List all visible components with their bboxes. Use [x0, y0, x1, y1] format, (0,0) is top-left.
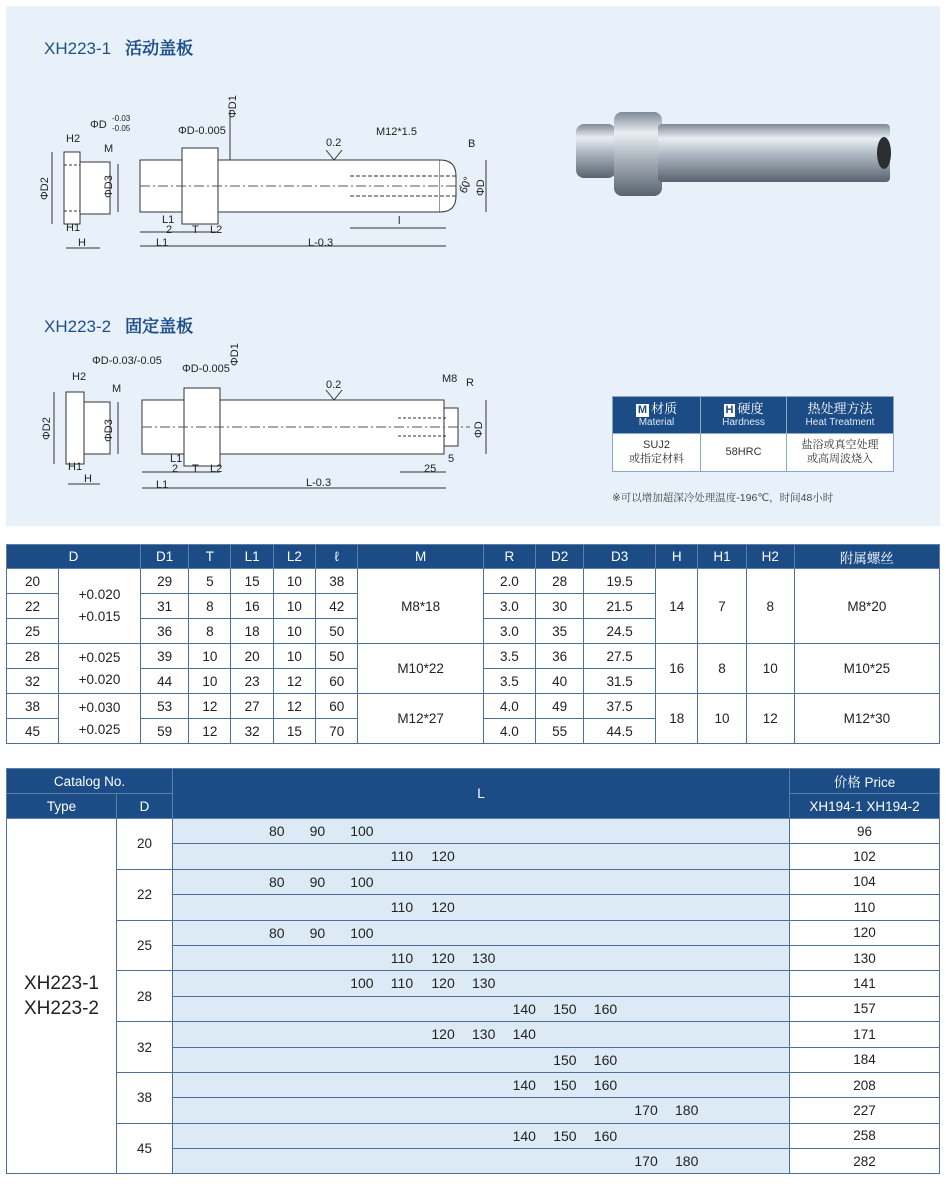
hardness-value: 58HRC — [701, 434, 787, 472]
l-values-cell — [173, 971, 790, 996]
d2-label-phid3: ΦD3 — [103, 419, 115, 442]
l-values-cell — [173, 996, 790, 1021]
l-values-cell — [173, 1047, 790, 1072]
d2-label-l2: L2 — [210, 463, 223, 475]
price-value: 104 — [790, 869, 940, 894]
d1-label-thread: M12*1.5 — [376, 126, 417, 138]
cell-l1: 15 — [231, 569, 273, 594]
d2-label-phid1: ΦD1 — [229, 343, 241, 366]
cell-l1: 18 — [231, 619, 273, 644]
cell-screw: M10*25 — [794, 644, 939, 694]
catalog-d: 38 — [117, 1072, 173, 1123]
l-values-cell — [173, 844, 790, 869]
catalog-row — [7, 1123, 940, 1148]
dimension-header-row — [7, 545, 940, 569]
d2-label-h2: H2 — [72, 371, 87, 383]
l-value: 120 — [431, 949, 455, 966]
cell-t: 12 — [189, 719, 231, 744]
cell-d: 28 — [7, 644, 59, 669]
l-values-cell — [173, 1072, 790, 1097]
l-values-cell — [173, 1149, 790, 1174]
l-values-cell — [173, 819, 790, 844]
l-value: 180 — [675, 1153, 699, 1170]
d1-label-h: H — [78, 237, 86, 249]
tolerance-value: +0.020 — [78, 671, 121, 687]
dim-col-header: D2 — [536, 545, 584, 569]
cell-l: 60 — [316, 669, 358, 694]
d2-label-phid-right: ΦD — [473, 421, 485, 438]
cell-t: 8 — [189, 619, 231, 644]
d1-label-b: B — [468, 138, 476, 150]
d1-label-h1: H1 — [66, 222, 81, 234]
price-value: 157 — [790, 996, 940, 1021]
d2-label-phid2: ΦD-0.005 — [182, 363, 230, 375]
catalog-d: 20 — [117, 819, 173, 870]
cell-d2: 49 — [536, 694, 584, 719]
catalog-row — [7, 971, 940, 996]
dim-col-header: H — [656, 545, 698, 569]
price-codes-header: XH194-1 XH194-2 — [790, 794, 940, 819]
d1-label-phid2: ΦD-0.005 — [178, 125, 226, 137]
cell-l: 42 — [316, 594, 358, 619]
d1-label-m: M — [104, 143, 114, 155]
cell-d3: 44.5 — [584, 719, 656, 744]
price-header: 价格 Price — [790, 769, 940, 794]
dim-col-header: R — [483, 545, 535, 569]
cell-t: 10 — [189, 644, 231, 669]
price-value: 96 — [790, 819, 940, 844]
cell-t: 5 — [189, 569, 231, 594]
cell-tolerance — [59, 644, 141, 694]
section-name-1: 活动盖板 — [125, 39, 194, 58]
catalog-row — [7, 819, 940, 844]
cell-d3: 24.5 — [584, 619, 656, 644]
tolerance-value: +0.025 — [78, 649, 121, 665]
l-value: 80 — [269, 924, 285, 941]
l-value: 110 — [390, 899, 414, 916]
l-value: 110 — [390, 949, 414, 966]
hardness-header: H 硬度 Hardness — [701, 397, 787, 434]
d2-label-l-big: L-0.3 — [306, 477, 332, 489]
l-values-cell — [173, 869, 790, 894]
section-code-1: XH223-1 — [44, 39, 112, 58]
price-value: 184 — [790, 1047, 940, 1072]
l-value: 140 — [512, 1127, 536, 1144]
dim-col-header: M — [358, 545, 483, 569]
l-value: 120 — [431, 1026, 455, 1043]
d1-label-l-big: L-0.3 — [308, 237, 334, 249]
d1-label-tol-up: -0.03 — [112, 114, 131, 123]
cell-d: 20 — [7, 569, 59, 594]
tolerance-value: +0.020 — [78, 587, 121, 603]
d1-label-l2: L2 — [210, 224, 223, 236]
d1-label-two: 2 — [166, 224, 173, 236]
l-value: 140 — [512, 1076, 536, 1093]
l-values-cell — [173, 945, 790, 970]
l-value: 130 — [472, 975, 496, 992]
d1-label-phid2-left: ΦD2 — [39, 177, 51, 200]
price-value: 282 — [790, 1149, 940, 1174]
l-value: 160 — [593, 1127, 618, 1144]
cell-d3: 27.5 — [584, 644, 656, 669]
cell-l1: 20 — [231, 644, 273, 669]
tolerance-value: +0.030 — [78, 699, 121, 715]
heat-treatment-value: 盐浴或真空处理 或高周波烧入 — [787, 434, 894, 472]
cell-l2: 15 — [273, 719, 315, 744]
l-value: 80 — [269, 873, 285, 890]
d1-label-phid-tol: ΦD — [90, 119, 107, 131]
cell-d1: 59 — [141, 719, 189, 744]
l-value: 100 — [350, 975, 374, 992]
d1-label-angle: 60° — [457, 175, 475, 196]
cell-screw: M8*20 — [794, 569, 939, 644]
cell-l2: 10 — [273, 569, 315, 594]
cell-d: 32 — [7, 669, 59, 694]
catalog-d: 25 — [117, 920, 173, 971]
cell-l2: 12 — [273, 669, 315, 694]
cell-d3: 37.5 — [584, 694, 656, 719]
price-value: 208 — [790, 1072, 940, 1097]
heat-treatment-header: 热处理方法 Heat Treatment — [787, 397, 894, 434]
cell-d1: 39 — [141, 644, 189, 669]
drawing-xh223-2 — [0, 300, 560, 510]
l-value: 100 — [350, 924, 374, 941]
dim-col-header: 附属螺丝 — [794, 545, 939, 569]
dimension-row — [7, 569, 940, 594]
l-values-cell — [173, 920, 790, 945]
type-code: XH223-2 — [24, 998, 99, 1020]
l-value: 90 — [309, 823, 326, 839]
d2-label-m: M — [112, 383, 122, 395]
treatment-note: ※可以增加超深冷处理温度-196℃，时间48小时 — [612, 492, 834, 504]
price-value: 171 — [790, 1022, 940, 1047]
dimension-row — [7, 694, 940, 719]
cell-l: 50 — [316, 644, 358, 669]
catalog-row — [7, 920, 940, 945]
material-value: SUJ2 或指定材料 — [613, 434, 701, 472]
l-value: 120 — [431, 848, 455, 865]
cell-d3: 19.5 — [584, 569, 656, 594]
catalog-table — [6, 768, 940, 1174]
d1-label-phid3: ΦD3 — [103, 175, 115, 198]
cell-d: 22 — [7, 594, 59, 619]
d1-label-phid-right: ΦD — [475, 179, 487, 196]
l-value: 150 — [553, 1051, 577, 1068]
dim-col-header: T — [189, 545, 231, 569]
price-value: 130 — [790, 945, 940, 970]
d1-label-phid1: ΦD1 — [227, 95, 239, 118]
product-image — [570, 108, 896, 200]
cell-t: 12 — [189, 694, 231, 719]
cell-d1: 29 — [141, 569, 189, 594]
l-value: 110 — [390, 848, 414, 865]
d2-label-l1a: L1 — [170, 453, 183, 465]
tolerance-value: +0.015 — [78, 609, 121, 624]
cell-r: 3.0 — [483, 619, 535, 644]
l-values-cell — [173, 895, 790, 920]
cell-l2: 10 — [273, 644, 315, 669]
price-value: 141 — [790, 971, 940, 996]
d2-label-rough: 0.2 — [326, 379, 342, 391]
d1-label-l-small: l — [398, 215, 401, 227]
cell-d1: 36 — [141, 619, 189, 644]
dim-col-header: D1 — [141, 545, 189, 569]
l-value: 130 — [472, 1026, 496, 1043]
cell-d2: 40 — [536, 669, 584, 694]
type-cell — [7, 819, 117, 1174]
cell-h: 16 — [656, 644, 698, 694]
d2-label-twentyfive: 25 — [424, 463, 437, 475]
cell-r: 3.5 — [483, 644, 535, 669]
dimension-row — [7, 644, 940, 669]
cell-h2: 12 — [746, 694, 794, 744]
l-value: 160 — [593, 1076, 618, 1093]
l-value: 130 — [472, 949, 496, 966]
d-header: D — [117, 794, 173, 819]
cell-h2: 10 — [746, 644, 794, 694]
d2-label-h1: H1 — [68, 461, 83, 473]
d2-label-two: 2 — [172, 463, 179, 475]
catalog-d: 32 — [117, 1022, 173, 1073]
l-values-cell — [173, 1022, 790, 1047]
l-value: 140 — [512, 1000, 536, 1017]
tolerance-value: +0.025 — [78, 721, 121, 737]
cell-h: 14 — [656, 569, 698, 644]
l-value: 150 — [553, 1127, 577, 1144]
cell-tolerance — [59, 569, 141, 644]
cell-r: 2.0 — [483, 569, 535, 594]
cell-l: 38 — [316, 569, 358, 594]
cell-h1: 7 — [698, 569, 746, 644]
l-values-cell — [173, 1123, 790, 1148]
dim-col-header: ℓ — [316, 545, 358, 569]
cell-r: 3.0 — [483, 594, 535, 619]
l-value: 160 — [593, 1051, 618, 1068]
l-header: L — [173, 769, 790, 819]
d1-label-l1b: L1 — [156, 237, 169, 249]
d1-label-rough: 0.2 — [326, 137, 342, 149]
catalog-row — [7, 869, 940, 894]
cell-d1: 53 — [141, 694, 189, 719]
dim-col-header: H2 — [746, 545, 794, 569]
cell-d1: 31 — [141, 594, 189, 619]
dim-col-header: L1 — [231, 545, 273, 569]
catalog-d: 45 — [117, 1123, 173, 1174]
cell-d3: 31.5 — [584, 669, 656, 694]
d2-label-phid2-left: ΦD2 — [41, 417, 53, 440]
l-value: 90 — [309, 924, 326, 941]
l-value: 120 — [431, 899, 455, 916]
d1-label-h2: H2 — [66, 133, 81, 145]
l-value: 80 — [269, 823, 285, 839]
cell-m: M10*22 — [358, 644, 483, 694]
cell-d2: 30 — [536, 594, 584, 619]
cell-d1: 44 — [141, 669, 189, 694]
cell-h2: 8 — [746, 569, 794, 644]
cell-l1: 23 — [231, 669, 273, 694]
price-value: 110 — [790, 895, 940, 920]
d2-label-h: H — [84, 473, 92, 485]
l-value: 180 — [675, 1102, 699, 1119]
d1-label-l1a: L1 — [162, 214, 175, 226]
cell-r: 4.0 — [483, 694, 535, 719]
cell-d2: 55 — [536, 719, 584, 744]
type-header: Type — [7, 794, 117, 819]
cell-d2: 36 — [536, 644, 584, 669]
cell-l1: 27 — [231, 694, 273, 719]
cell-h1: 10 — [698, 694, 746, 744]
cell-h: 18 — [656, 694, 698, 744]
l-value: 150 — [553, 1076, 577, 1093]
d2-label-l1b: L1 — [156, 479, 169, 491]
cell-m: M12*27 — [358, 694, 483, 744]
section-name-2: 固定盖板 — [125, 317, 194, 336]
l-value: 170 — [634, 1102, 658, 1119]
cell-l2: 10 — [273, 619, 315, 644]
catalog-d: 22 — [117, 869, 173, 920]
cell-d2: 28 — [536, 569, 584, 594]
d2-label-t: T — [192, 463, 199, 475]
catalog-no-header: Catalog No. — [7, 769, 173, 794]
price-value: 120 — [790, 920, 940, 945]
cell-l: 50 — [316, 619, 358, 644]
cell-l1: 16 — [231, 594, 273, 619]
cell-d: 38 — [7, 694, 59, 719]
dimension-table — [6, 544, 940, 744]
material-table — [612, 396, 894, 472]
cell-l2: 12 — [273, 694, 315, 719]
d2-label-phid-tol: ΦD-0.03/-0.05 — [92, 355, 162, 367]
dim-col-header: D — [7, 545, 141, 569]
l-value: 90 — [309, 873, 326, 890]
cell-d: 45 — [7, 719, 59, 744]
cell-m: M8*18 — [358, 569, 483, 644]
type-code: XH223-1 — [24, 972, 99, 994]
section-code-2: XH223-2 — [44, 317, 112, 336]
d2-label-r: R — [466, 377, 474, 389]
l-value: 110 — [390, 975, 414, 992]
d1-label-tol-low: -0.05 — [112, 124, 131, 133]
d2-label-five: 5 — [448, 453, 455, 465]
cell-h1: 8 — [698, 644, 746, 694]
l-value: 100 — [350, 823, 374, 839]
cell-l: 70 — [316, 719, 358, 744]
price-value: 258 — [790, 1123, 940, 1148]
cell-t: 10 — [189, 669, 231, 694]
dim-col-header: D3 — [584, 545, 656, 569]
cell-d3: 21.5 — [584, 594, 656, 619]
catalog-row — [7, 1022, 940, 1047]
cell-t: 8 — [189, 594, 231, 619]
price-value: 102 — [790, 844, 940, 869]
price-value: 227 — [790, 1098, 940, 1123]
l-value: 100 — [350, 873, 374, 890]
cell-r: 3.5 — [483, 669, 535, 694]
dim-col-header: H1 — [698, 545, 746, 569]
catalog-row — [7, 1072, 940, 1097]
d2-label-thread: M8 — [442, 373, 458, 385]
cell-l1: 32 — [231, 719, 273, 744]
cell-d: 25 — [7, 619, 59, 644]
cell-tolerance — [59, 694, 141, 744]
l-value: 150 — [553, 1000, 577, 1017]
material-header: M 材质 Material — [613, 397, 701, 434]
l-value: 120 — [431, 975, 455, 992]
l-values-cell — [173, 1098, 790, 1123]
catalog-d: 28 — [117, 971, 173, 1022]
cell-screw: M12*30 — [794, 694, 939, 744]
l-value: 140 — [512, 1026, 536, 1043]
dim-col-header: L2 — [273, 545, 315, 569]
cell-l: 60 — [316, 694, 358, 719]
l-value: 170 — [634, 1153, 658, 1170]
l-value: 160 — [593, 1000, 618, 1017]
cell-r: 4.0 — [483, 719, 535, 744]
d1-label-t: T — [192, 224, 199, 236]
cell-l2: 10 — [273, 594, 315, 619]
cell-d2: 35 — [536, 619, 584, 644]
